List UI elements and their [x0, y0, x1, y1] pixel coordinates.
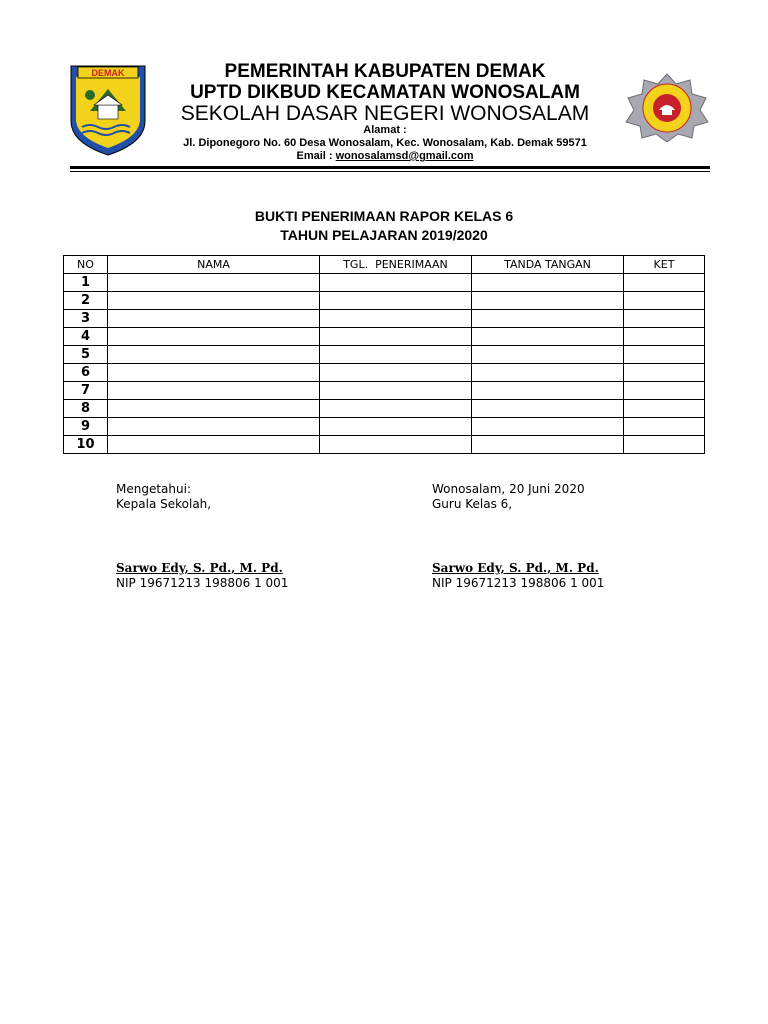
cell-no: 1 — [64, 274, 108, 292]
header-school-name: SEKOLAH DASAR NEGERI WONOSALAM — [180, 102, 590, 125]
document-title: BUKTI PENERIMAAN RAPOR KELAS 6 — [254, 208, 514, 224]
sig-left-line2: Kepala Sekolah, — [116, 497, 212, 511]
col-header-nama: NAMA — [108, 256, 320, 274]
cell-tgl[interactable] — [320, 418, 472, 436]
cell-ket[interactable] — [624, 400, 705, 418]
cell-tgl[interactable] — [320, 382, 472, 400]
cell-ket[interactable] — [624, 364, 705, 382]
demak-logo — [68, 63, 148, 157]
cell-nama[interactable] — [108, 418, 320, 436]
cell-nama[interactable] — [108, 310, 320, 328]
table-row — [64, 310, 705, 328]
cell-no: 7 — [64, 382, 108, 400]
cell-no: 6 — [64, 364, 108, 382]
cell-tgl[interactable] — [320, 310, 472, 328]
cell-ttd[interactable] — [472, 382, 624, 400]
sig-left-nip: NIP 19671213 198806 1 001 — [116, 576, 289, 590]
cell-no: 8 — [64, 400, 108, 418]
cell-tgl[interactable] — [320, 328, 472, 346]
email-line — [140, 150, 630, 162]
cell-nama[interactable] — [108, 364, 320, 382]
table-row — [64, 274, 705, 292]
table-row — [64, 382, 705, 400]
cell-no: 9 — [64, 418, 108, 436]
col-header-ket: KET — [624, 256, 705, 274]
cell-ttd[interactable] — [472, 274, 624, 292]
cell-ttd[interactable] — [472, 328, 624, 346]
sig-left-line1: Mengetahui: — [116, 482, 191, 496]
cell-ket[interactable] — [624, 436, 705, 454]
table-row — [64, 436, 705, 454]
letterhead-rule-thick — [70, 166, 710, 169]
cell-ket[interactable] — [624, 274, 705, 292]
cell-ket[interactable] — [624, 292, 705, 310]
cell-ttd[interactable] — [472, 418, 624, 436]
header-uptd: UPTD DIKBUD KECAMATAN WONOSALAM — [190, 82, 580, 103]
table-row — [64, 400, 705, 418]
cell-nama[interactable] — [108, 328, 320, 346]
header-government: PEMERINTAH KABUPATEN DEMAK — [224, 61, 546, 82]
cell-tgl[interactable] — [320, 400, 472, 418]
receipt-table — [63, 255, 705, 454]
address: Jl. Diponegoro No. 60 Desa Wonosalam, Kec. Wonosalam, Kab. Demak 59571 — [183, 137, 587, 149]
table-row — [64, 292, 705, 310]
cell-ttd[interactable] — [472, 346, 624, 364]
table-row — [64, 328, 705, 346]
table-row — [64, 364, 705, 382]
cell-no: 2 — [64, 292, 108, 310]
cell-nama[interactable] — [108, 382, 320, 400]
cell-ttd[interactable] — [472, 364, 624, 382]
sig-right-nip: NIP 19671213 198806 1 001 — [432, 576, 605, 590]
cell-ttd[interactable] — [472, 436, 624, 454]
cell-ket[interactable] — [624, 328, 705, 346]
col-header-ttd: TANDA TANGAN — [472, 256, 624, 274]
letterhead-rule-thin — [70, 171, 710, 172]
sig-right-line2: Guru Kelas 6, — [432, 497, 513, 511]
table-body — [64, 274, 705, 454]
table-row — [64, 346, 705, 364]
email-label: Email : — [296, 150, 336, 162]
school-seal-logo — [624, 72, 710, 142]
cell-ttd[interactable] — [472, 292, 624, 310]
sig-right-line1: Wonosalam, 20 Juni 2020 — [432, 482, 585, 496]
address-label: Alamat : — [363, 124, 407, 136]
cell-nama[interactable] — [108, 346, 320, 364]
email-link[interactable]: wonosalamsd@gmail.com — [335, 150, 474, 162]
cell-no: 10 — [64, 436, 108, 454]
cell-ket[interactable] — [624, 418, 705, 436]
cell-tgl[interactable] — [320, 274, 472, 292]
sig-left-name: Sarwo Edy, S. Pd., M. Pd. — [116, 561, 283, 575]
col-header-no: NO — [64, 256, 108, 274]
cell-tgl[interactable] — [320, 292, 472, 310]
cell-ttd[interactable] — [472, 310, 624, 328]
cell-nama[interactable] — [108, 274, 320, 292]
cell-no: 4 — [64, 328, 108, 346]
cell-nama[interactable] — [108, 400, 320, 418]
cell-ket[interactable] — [624, 346, 705, 364]
cell-ket[interactable] — [624, 382, 705, 400]
cell-no: 3 — [64, 310, 108, 328]
document-subtitle: TAHUN PELAJARAN 2019/2020 — [280, 227, 488, 243]
cell-ttd[interactable] — [472, 400, 624, 418]
cell-tgl[interactable] — [320, 346, 472, 364]
col-header-tgl: TGL. PENERIMAAN — [320, 256, 472, 274]
cell-ket[interactable] — [624, 310, 705, 328]
cell-tgl[interactable] — [320, 364, 472, 382]
cell-nama[interactable] — [108, 436, 320, 454]
sig-right-name: Sarwo Edy, S. Pd., M. Pd. — [432, 561, 599, 575]
table-header-row — [64, 256, 705, 274]
cell-tgl[interactable] — [320, 436, 472, 454]
cell-nama[interactable] — [108, 292, 320, 310]
cell-no: 5 — [64, 346, 108, 364]
svg-text:DEMAK: DEMAK — [91, 68, 125, 78]
table-row — [64, 418, 705, 436]
